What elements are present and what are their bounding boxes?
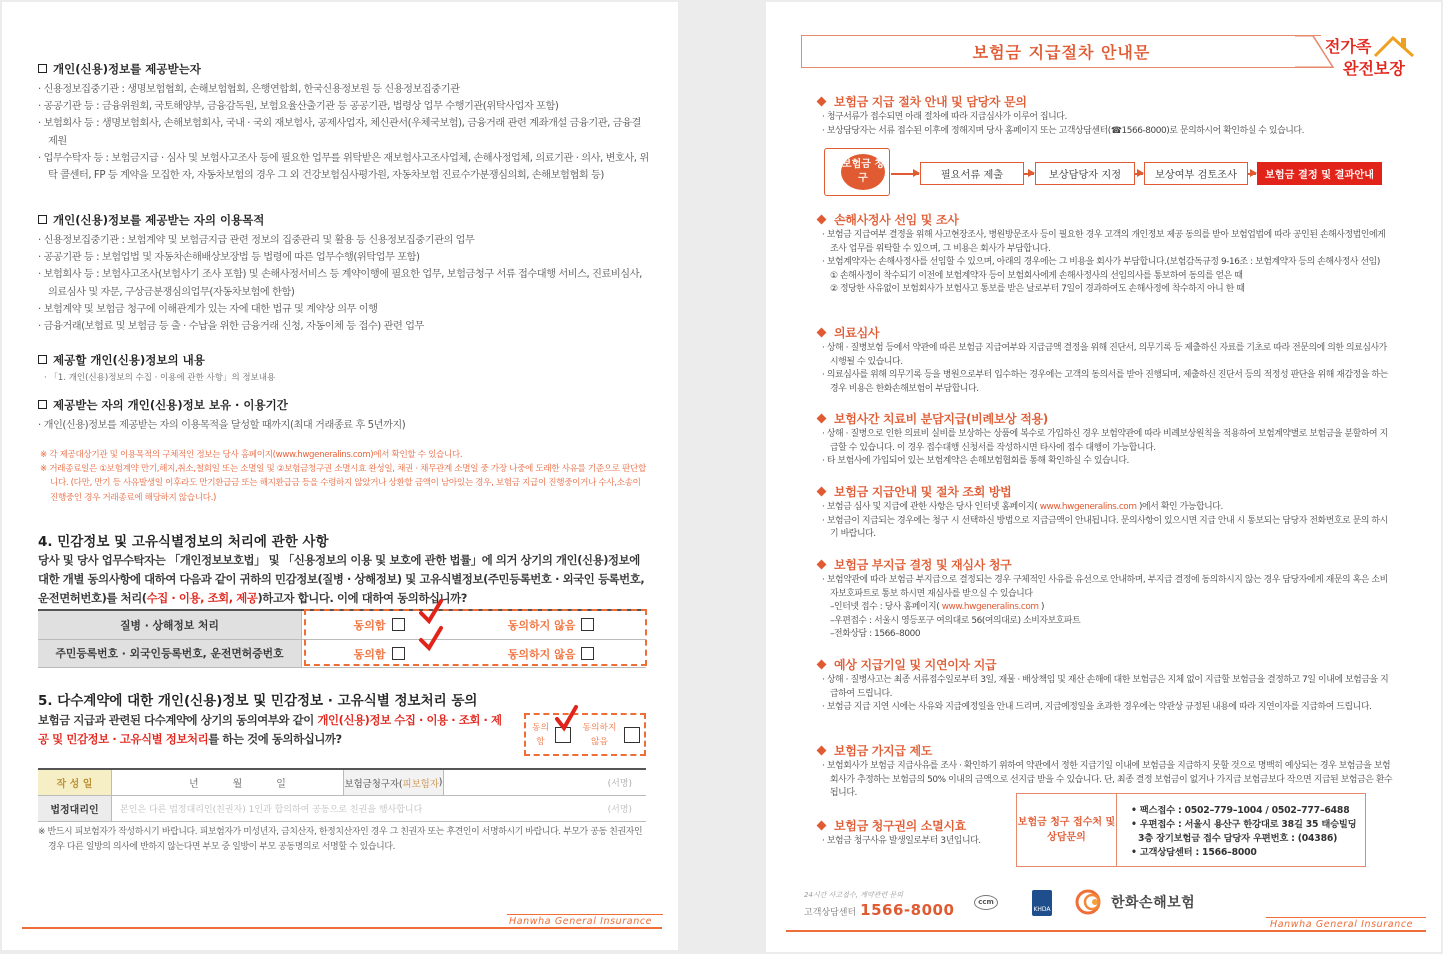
claimant-label: 보험금청구자( 피보험자 ) xyxy=(344,770,444,795)
contact-mail: • 우편접수 : 서울시 용산구 한강대로 38길 35 태승빌딩 3층 장기보험금 접수 담당자 우편번호 : (04386) xyxy=(1131,819,1357,844)
list-item: · 보험금 지급 지연 시에는 사유와 지급예정일을 안내 드리며, 지급예정일을 초과한 경우에는 약관상 규정된 내용에 따라 지연이자를 지급하여 드립니다. xyxy=(822,702,1372,713)
company-name: 한화손해보험 xyxy=(1111,895,1196,911)
list-item: · 보험계약 및 보험금 청구에 이해관계가 있는 자에 대한 법규 및 계약상 의무 이행 xyxy=(38,303,378,315)
section-body xyxy=(822,342,1394,396)
arrow-right-icon xyxy=(891,173,919,175)
agree-checkbox[interactable] xyxy=(392,618,405,631)
sub-item: –우편접수 : 서울시 영등포구 여의대로 56(여의대로) 소비자보호파트 xyxy=(830,615,1081,626)
notice-notes xyxy=(38,448,650,505)
full-coverage-logo xyxy=(1321,26,1431,82)
list-item: · 보상담당자는 서류 접수된 이후에 정해지며 당사 홈페이지 또는 고객상담센터(☎1566-8000)로 문의하시어 확인하실 수 있습니다. xyxy=(822,125,1305,136)
section-4-title: 4. 민감정보 및 고유식별정보의 처리에 관한 사항 xyxy=(38,534,329,550)
signature-table xyxy=(38,768,646,822)
disagree-checkbox[interactable] xyxy=(624,727,640,743)
section-heading: 의료심사 xyxy=(818,324,879,341)
section-heading: 보험금 지급안내 및 절차 조회 방법 xyxy=(818,483,1011,500)
disagree-option[interactable]: 동의하지 않음 xyxy=(508,617,595,633)
hanwha-logo-icon xyxy=(1074,886,1106,918)
date-label: 작 성 일 xyxy=(38,770,112,795)
flow-step-final: 보험금 결정 및 결과안내 xyxy=(1257,162,1382,185)
section-body xyxy=(822,229,1394,297)
diamond-bullet-icon xyxy=(817,660,827,670)
claim-contact-box xyxy=(1016,793,1366,867)
list-item: · 상해 · 질병으로 인한 의료비 실비를 보상하는 상품에 복수로 가입하신 경우 보험약관에 따라 비례보상원칙을 적용하여 보험계약별로 보험금을 분할하여 지급할 수 있습니다. 이 경우 접수대행 신청서를 작성하시면 타사에 접수 대행이 가능합니다. xyxy=(822,429,1388,453)
section-body xyxy=(822,674,1394,715)
list-item: · 의료심사를 위해 의무기록 등을 병원으로부터 입수하는 경우에는 고객의 동의서를 받아 진행되며, 제출하신 진단서 등의 적정성 판단을 위해 재감정을 하는 경우 비용은 한화손해보험이 부담합니다. xyxy=(822,370,1388,394)
sub-item: –인터넷 접수 : 당사 홈페이지( www.hwgeneralins.com ) xyxy=(830,602,1045,613)
row-label: 질병 · 상해정보 처리 xyxy=(38,611,302,639)
list-item: · 상해 · 질병보험 등에서 약관에 따른 보험금 지급여부와 지급금액 결정을 위해 진단서, 의무기록 등 제출하신 자료를 기초로 따라 전문의에 의한 의료심사가 시행될 수 있습니다. xyxy=(822,343,1387,367)
section-heading: 보험금 지급 절차 안내 및 담당자 문의 xyxy=(818,93,1027,110)
consent-form-page xyxy=(2,2,678,950)
red-check-mark-icon xyxy=(417,599,447,629)
flow-start-claim: 보험금 청구 xyxy=(841,154,885,190)
list-item: · 보험회사가 보험금 지급사유를 조사 · 확인하기 위하여 약관에서 정한 지급기일 이내에 보험금을 지급하지 못할 것으로 명백히 예상되는 경우 보험금을 보험회사가 추정하는 보험금의 50% 이내의 금액으로 선지급 받을 수 있습니다. 단, 최종 결정 보험금이 없거나 가지급 보험금보다 작으면 지급된 보험금은 환수됩니다. xyxy=(822,761,1393,799)
sensitive-info-consent-table xyxy=(38,609,646,668)
section-5-title: 5. 다수계약에 대한 개인(신용)정보 및 민감정보 · 고유식별 정보처리 동의 xyxy=(38,693,478,709)
agree-option[interactable]: 동의함 xyxy=(354,646,405,662)
disagree-checkbox[interactable] xyxy=(581,647,594,660)
table-row xyxy=(38,770,646,796)
agree-option[interactable]: 동의함 xyxy=(531,721,571,749)
sub-item: –전화상담 : 1566–8000 xyxy=(830,629,921,640)
table-row xyxy=(38,796,646,822)
diamond-bullet-icon xyxy=(817,821,827,831)
diamond-bullet-icon xyxy=(817,414,827,424)
diamond-bullet-icon xyxy=(817,328,827,338)
list-item: · 신용정보집중기관 : 보험계약 및 보험금지급 관련 정보의 집중관리 및 활용 등 신용정보집중기관의 업무 xyxy=(38,235,475,246)
section-heading: 보험사간 치료비 분담지급(비례보상 적용) xyxy=(818,410,1048,427)
checkbox-bullet-icon xyxy=(38,400,47,409)
list-item: · 공공기관 등 : 보험업법 및 자동차손해배상보장법 등 법령에 따른 업무수행(위탁업무 포함) xyxy=(38,252,420,264)
section-body xyxy=(822,501,1394,542)
flow-step: 보상담당자 지정 xyxy=(1035,162,1135,185)
flow-step: 필요서류 제출 xyxy=(920,162,1024,185)
purpose-section xyxy=(38,213,650,335)
retention-section xyxy=(38,398,650,434)
list-item: · 청구서류가 접수되면 아래 절차에 따라 지급심사가 이루어 집니다. xyxy=(822,112,1067,122)
list-item: · 보험금 심사 및 지급에 관한 사항은 당사 인터넷 홈페이지( www.hwgeneralins.com )에서 확인 가능합니다. xyxy=(822,502,1223,512)
list-item: · 보험약관에 따라 보험금 부지급으로 결정되는 경우 구체적인 사유를 유선으로 안내하며, 부지급 결정에 동의하시지 않는 경우 담당자에게 재문의 혹은 소비자보호파트로 통보 하시면 재심사를 받으실 수 있습니다 xyxy=(822,575,1388,599)
list-item: · 타 보험사에 가입되어 있는 보험계약은 손해보험협회를 통해 확인하실 수 있습니다. xyxy=(822,456,1129,467)
list-item: · 개인(신용)정보를 제공받는 자의 이용목적을 달성할 때까지(최대 거래종료 후 5년까지) xyxy=(38,420,406,431)
sub-item: ① 손해사정이 착수되기 이전에 보험계약자 등이 보험회사에게 손해사정사의 선임의사를 통보하여 동의를 얻은 때 xyxy=(830,270,1243,281)
section-body xyxy=(822,111,1394,138)
section-heading: 개인(신용)정보를 제공받는 자의 이용목적 xyxy=(53,213,265,227)
red-check-mark-icon xyxy=(417,626,447,656)
arrow-right-icon xyxy=(1248,173,1256,175)
claim-guide-page xyxy=(766,2,1441,952)
agree-checkbox[interactable] xyxy=(392,647,405,660)
contact-fax: • 팩스접수 : 0502–779–1004 / 0502–777–6488 xyxy=(1131,805,1350,816)
legal-agent-label: 법정대리인 xyxy=(38,796,112,821)
section-5-body: 보험금 지급과 관련된 다수계약에 상기의 동의여부와 같이 개인(신용)정보 수집 · 이용 · 조회 · 제공 및 민감정보 · 고유식별 정보처리를 하는 것에 동의하십니까? xyxy=(38,713,502,746)
claim-process-flow xyxy=(824,148,1384,196)
call-center-label: 고객상담센터 xyxy=(804,908,857,918)
section-body xyxy=(822,574,1394,642)
list-item: · 보험금 청구사유 발생일로부터 3년입니다. xyxy=(822,836,981,846)
list-item: · 신용정보집중기관 : 생명보험협회, 손해보험협회, 은행연합회, 한국신용정보원 등 신용정보집중기관 xyxy=(38,84,460,95)
list-item: · 공공기관 등 : 금융위원회, 국토해양부, 금융감독원, 보험요율산출기관 등 공공기관, 법령상 업무 수행기관(위탁사업자 포함) xyxy=(38,101,559,113)
list-item: · 보험회사 등 : 생명보험회사, 손해보험회사, 국내 · 국외 재보험사, 공제사업자, 체신관서(우체국보험), 금융거래 관련 계좌개설 금융기관, 금융결제원 xyxy=(38,118,641,147)
section-heading: 제공할 개인(신용)정보의 내용 xyxy=(53,353,205,367)
section-heading: 개인(신용)정보를 제공받는자 xyxy=(53,62,201,76)
notice-item: ※ 거래종료일은 ①보험계약 만기,해지,취소,철회일 또는 소멸일 및 ②보험금청구권 소멸시효 완성일, 채권 · 채무관계 소멸일 중 가장 나중에 도래한 사유를 기준으로 판단합니다. (다만, 만기 등 사유발생일 이후라도 만기환급금 또는 해지환급금 등을 수령하지 않았거나 상환할 금액이 남아있는 경우, 보험금 지급이 진행중이거나 수사,소송이 진행중인 경우 거래종료에 해당하지 않습니다.) xyxy=(40,464,646,503)
section-body xyxy=(822,835,1012,849)
disagree-option[interactable]: 동의하지 않음 xyxy=(580,721,640,749)
diamond-bullet-icon xyxy=(817,746,827,756)
section-heading: 손해사정사 선임 및 조사 xyxy=(818,211,959,228)
arrow-right-icon xyxy=(1135,173,1143,175)
list-item: · 보험계약자는 손해사정사를 선임할 수 있으며, 아래의 경우에는 그 비용을 회사가 부담합니다.(보험감독규정 9-16조 : 보험계약자 등의 손해사정사 선임) xyxy=(822,257,1380,268)
flow-step: 보상여부 검토조사 xyxy=(1144,162,1248,185)
list-item: · 보험회사 등 : 보험사고조사(보험사기 조사 포함) 및 손해사정서비스 등 계약이행에 필요한 업무, 보험금청구 서류 접수대행 서비스, 진료비심사, 의료심사 및 자문, 구상금분쟁심의업무(자동차보험에 한함) xyxy=(38,269,642,298)
website-link[interactable]: www.hwgeneralins.com xyxy=(1039,502,1137,512)
checkbox-bullet-icon xyxy=(38,215,47,224)
checkbox-bullet-icon xyxy=(38,355,47,364)
disagree-option[interactable]: 동의하지 않음 xyxy=(508,646,595,662)
red-check-mark-icon xyxy=(554,704,580,734)
section-heading: 보험금 부지급 결정 및 재심사 청구 xyxy=(818,556,1011,573)
section-heading: 보험금 청구권의 소멸시효 xyxy=(818,817,966,834)
arrow-right-icon xyxy=(1024,173,1034,175)
agree-option[interactable]: 동의함 xyxy=(354,617,405,633)
sub-item: ② 정당한 사유없이 보험회사가 보험사고 통보를 받은 날로부터 7일이 경과하여도 손해사정에 착수하지 아니 한 때 xyxy=(830,284,1245,295)
section-4-body: 당사 및 당사 업무수탁자는 「개인정보보호법」 및 「신용정보의 이용 및 보호에 관한 법률」에 의거 상기의 개인(신용)정보에 대한 개별 동의사항에 대하여 다음과 같이 귀하의 민감정보(질병 · 상해정보) 및 고유식별정보(주민등록번호 · 외국인 등록번호, 운전면허번호)를 처리(수집 · 이용, 조회, 제공)하고자 합니다. 이에 대하여 동의하십니까? xyxy=(38,553,645,605)
page-title: 보험금 지급절차 안내문 xyxy=(801,35,1321,68)
section-heading: 제공받는 자의 개인(신용)정보 보유 · 이용기간 xyxy=(53,398,288,412)
list-item: · 업무수탁자 등 : 보험금지급 · 심사 및 보험사고조사 등에 필요한 업무를 위탁받은 재보험사고조사업체, 손해사정업체, 의료기관 · 의사, 변호사, 위탁 콜센터, FP 등 계약을 모집한 자, 자동차보험의 경우 그 외 건강보험심사평가원, 자동차보험 진료수가분쟁심의회, 손해보험협회 등) xyxy=(38,152,649,182)
section-note: · 「1. 개인(신용)정보의 수집 · 이용에 관한 사항」의 정보내용 xyxy=(44,373,276,383)
row-label: 주민등록번호 · 외국인등록번호, 운전면허증번호 xyxy=(38,640,302,667)
call-center-block xyxy=(804,890,954,919)
footer-rule xyxy=(507,914,663,915)
footer-rule xyxy=(1266,917,1426,918)
signature-note: ※ 반드시 피보험자가 작성하시기 바랍니다. 피보험자가 미성년자, 금치산자, 한정치산자인 경우 그 친권자 또는 후견인이 서명하시기 바랍니다. 부모가 공동 친권자인 경우 다른 일방의 의사에 반하지 않는다면 부모 중 일방이 부모 공동명의로 서명할 수 있습니다. xyxy=(38,827,643,852)
diamond-bullet-icon xyxy=(817,487,827,497)
legal-agent-signature-field[interactable]: 본인은 다른 법정대리인(친권자) 1인과 합의하여 공동으로 친권을 행사합니다 (서명) xyxy=(120,805,632,815)
ccm-certification-icon: ccm xyxy=(974,895,998,910)
disagree-checkbox[interactable] xyxy=(581,618,594,631)
contact-center: • 고객상담센터 : 1566–8000 xyxy=(1131,847,1257,858)
footer-brand: Hanwha General Insurance xyxy=(1270,919,1414,930)
footer-brand: Hanwha General Insurance xyxy=(509,916,653,927)
notice-item: ※ 각 제공대상기관 및 이용목적의 구체적인 정보는 당사 홈페이지(www.hwgeneralins.com)에서 확인할 수 있습니다. xyxy=(40,450,463,460)
signature-field[interactable]: (서명) xyxy=(607,779,632,789)
provided-info-section xyxy=(38,353,650,385)
table-row xyxy=(38,640,646,668)
certification-badge-icon: KHDA xyxy=(1032,890,1052,916)
list-item: · 보험금이 지급되는 경우에는 청구 시 선택하신 방법으로 지급금액이 안내됩니다. 문의사항이 있으시면 지급 안내 시 통보되는 담당자 전화번호로 문의 하시기 바랍니다. xyxy=(822,515,1388,540)
svg-text:완전보장: 완전보장 xyxy=(1343,59,1405,78)
diamond-bullet-icon xyxy=(817,97,827,107)
multi-contract-consent-box xyxy=(524,713,646,756)
section-heading: 보험금 가지급 제도 xyxy=(818,742,932,759)
footer-rule xyxy=(786,930,1426,932)
website-link[interactable]: www.hwgeneralins.com xyxy=(941,602,1039,613)
call-center-caption: 24시간 사고접수, 계약관련 문의 xyxy=(804,891,903,899)
contact-box-title: 보험금 청구 접수처 및 상담문의 xyxy=(1017,794,1117,866)
date-field[interactable]: 년 월 일 xyxy=(112,770,344,795)
section-heading: 예상 지급기일 및 지연이자 지급 xyxy=(818,656,996,673)
recipients-section xyxy=(38,62,650,184)
list-item: · 금융거래(보험료 및 보험금 등 출 · 수납을 위한 금융거래 신청, 자동이체 등 접수) 관련 업무 xyxy=(38,321,424,333)
table-row xyxy=(38,611,646,640)
list-item: · 보험금 지급여부 결정을 위해 사고현장조사, 병원방문조사 등이 필요한 경우 고객의 개인정보 제공 동의를 받아 보험업법에 따라 공인된 손해사정법인에게 조사 업무를 위탁할 수 있으며, 그 비용은 회사가 부담합니다. xyxy=(822,230,1386,254)
svg-text:전가족: 전가족 xyxy=(1325,37,1372,56)
footer-rule xyxy=(22,927,662,929)
diamond-bullet-icon xyxy=(817,560,827,570)
call-center-number[interactable]: 1566-8000 xyxy=(860,901,955,919)
section-body xyxy=(822,428,1394,469)
list-item: · 상해 · 질병사고는 최종 서류접수일로부터 3일, 재물 · 배상책임 및 재산 손해에 대한 보험금은 지체 없이 지급할 보험금을 결정하고 7일 이내에 보험금을 지급하여 드립니다. xyxy=(822,675,1389,699)
diamond-bullet-icon xyxy=(817,215,827,225)
checkbox-bullet-icon xyxy=(38,64,47,73)
